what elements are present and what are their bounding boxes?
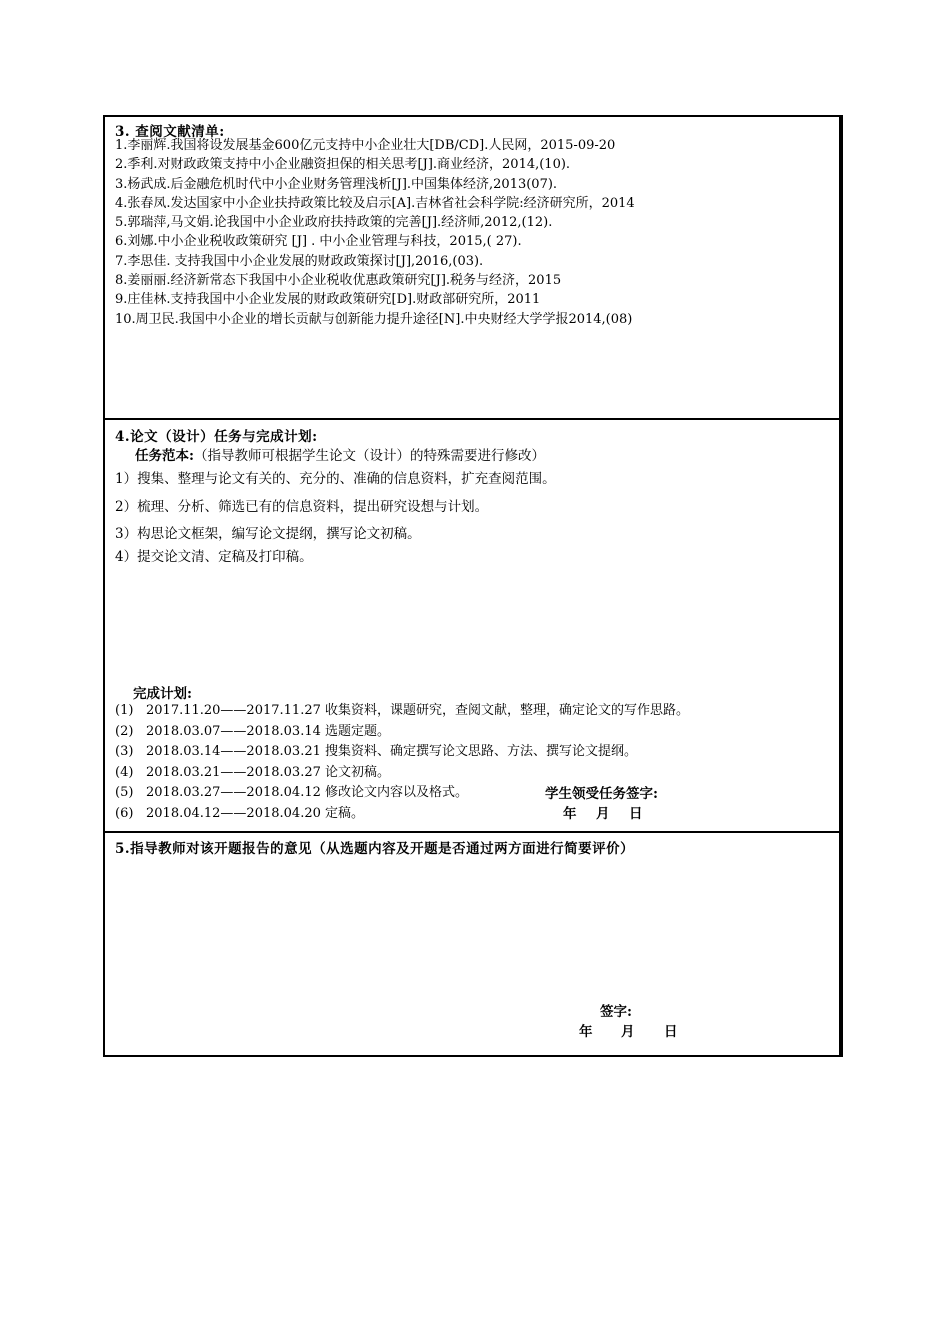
schedule-title: 完成计划: <box>133 686 192 702</box>
date-day: 日 <box>629 806 643 822</box>
reference-item: 3.杨武成.后金融危机时代中小企业财务管理浅析[J].中国集体经济,2013(07). <box>115 176 558 192</box>
reference-item: 10.周卫民.我国中小企业的增长贡献与创新能力提升途径[N].中央财经大学学报2014,(08) <box>115 311 633 327</box>
schedule-text: 2018.04.12——2018.04.20 定稿。 <box>146 805 364 821</box>
table-right-double-border <box>839 115 843 1057</box>
schedule-row <box>115 701 689 722</box>
date-month: 月 <box>596 806 610 822</box>
report-table <box>103 115 843 1057</box>
supervisor-opinion-section <box>105 833 843 1055</box>
schedule-row <box>115 763 689 784</box>
schedule-number: (6) <box>115 805 134 821</box>
schedule-number: (1) <box>115 703 134 718</box>
task-plan-section <box>105 420 843 833</box>
supervisor-signature-date <box>579 1020 678 1040</box>
task-item: 4）提交论文清、定稿及打印稿。 <box>115 549 313 565</box>
reference-item: 7.李思佳. 支持我国中小企业发展的财政政策探讨[J],2016,(03). <box>115 253 484 269</box>
task-plan-heading: 4.论文（设计）任务与完成计划: <box>115 429 318 445</box>
schedule-number: (4) <box>115 764 134 780</box>
date-day: 日 <box>664 1024 678 1040</box>
schedule-number: (5) <box>115 785 134 800</box>
task-template-label: 任务范本: <box>135 448 194 464</box>
task-item: 2）梳理、分析、筛选已有的信息资料，提出研究设想与计划。 <box>115 499 489 515</box>
schedule-text: 2018.03.14——2018.03.21 搜集资料、确定撰写论文思路、方法、撰写论文提纲。 <box>146 744 637 759</box>
supervisor-opinion-heading: 5.指导教师对该开题报告的意见（从选题内容及开题是否通过两方面进行简要评价） <box>115 841 635 857</box>
schedule-number: (3) <box>115 744 134 759</box>
reference-list <box>115 136 635 329</box>
schedule-text: 2018.03.27——2018.04.12 修改论文内容以及格式。 <box>146 785 468 800</box>
schedule-number: (2) <box>115 723 134 739</box>
schedule-text: 2018.03.07——2018.03.14 选题定题。 <box>146 723 390 739</box>
task-item: 3）构思论文框架，编写论文提纲，撰写论文初稿。 <box>115 526 421 542</box>
student-signature-label: 学生领受任务签字: <box>545 786 658 802</box>
date-year: 年 <box>563 806 577 822</box>
schedule-text: 2017.11.20——2017.11.27 收集资料，课题研究，查阅文献，整理，确定论文的写作思路。 <box>146 703 689 718</box>
reference-item: 4.张春凤.发达国家中小企业扶持政策比较及启示[A].吉林省社会科学院:经济研究所，2014 <box>115 195 635 211</box>
schedule-row <box>115 742 689 763</box>
schedule-text: 2018.03.21——2018.03.27 论文初稿。 <box>146 764 390 780</box>
reference-item: 6.刘娜.中小企业税收政策研究 [J] . 中小企业管理与科技，2015,( 27). <box>115 234 522 250</box>
reference-item: 5.郭瑞萍,马文娟.论我国中小企业政府扶持政策的完善[J].经济师,2012,(12). <box>115 215 553 231</box>
task-template-line <box>135 444 545 464</box>
reference-item: 8.姜丽丽.经济新常态下我国中小企业税收优惠政策研究[J].税务与经济，2015 <box>115 273 562 289</box>
date-year: 年 <box>579 1024 593 1040</box>
reference-item: 2.季利.对财政政策支持中小企业融资担保的相关思考[J].商业经济，2014,(10). <box>115 157 571 173</box>
date-month: 月 <box>621 1024 635 1040</box>
task-item: 1）搜集、整理与论文有关的、充分的、准确的信息资料，扩充查阅范围。 <box>115 471 556 487</box>
task-template-note: （指导教师可根据学生论文（设计）的特殊需要进行修改） <box>193 448 545 464</box>
schedule-row <box>115 722 689 743</box>
reference-item: 1.李丽辉.我国将设发展基金600亿元支持中小企业壮大[DB/CD].人民网，2015-09-20 <box>115 138 616 153</box>
student-signature-date <box>563 802 643 822</box>
supervisor-signature-label: 签字: <box>600 1004 632 1020</box>
references-heading: 3. 查阅文献清单: <box>115 124 225 140</box>
references-section <box>105 117 843 420</box>
reference-item: 9.庄佳林.支持我国中小企业发展的财政政策研究[D].财政部研究所，2011 <box>115 292 541 308</box>
